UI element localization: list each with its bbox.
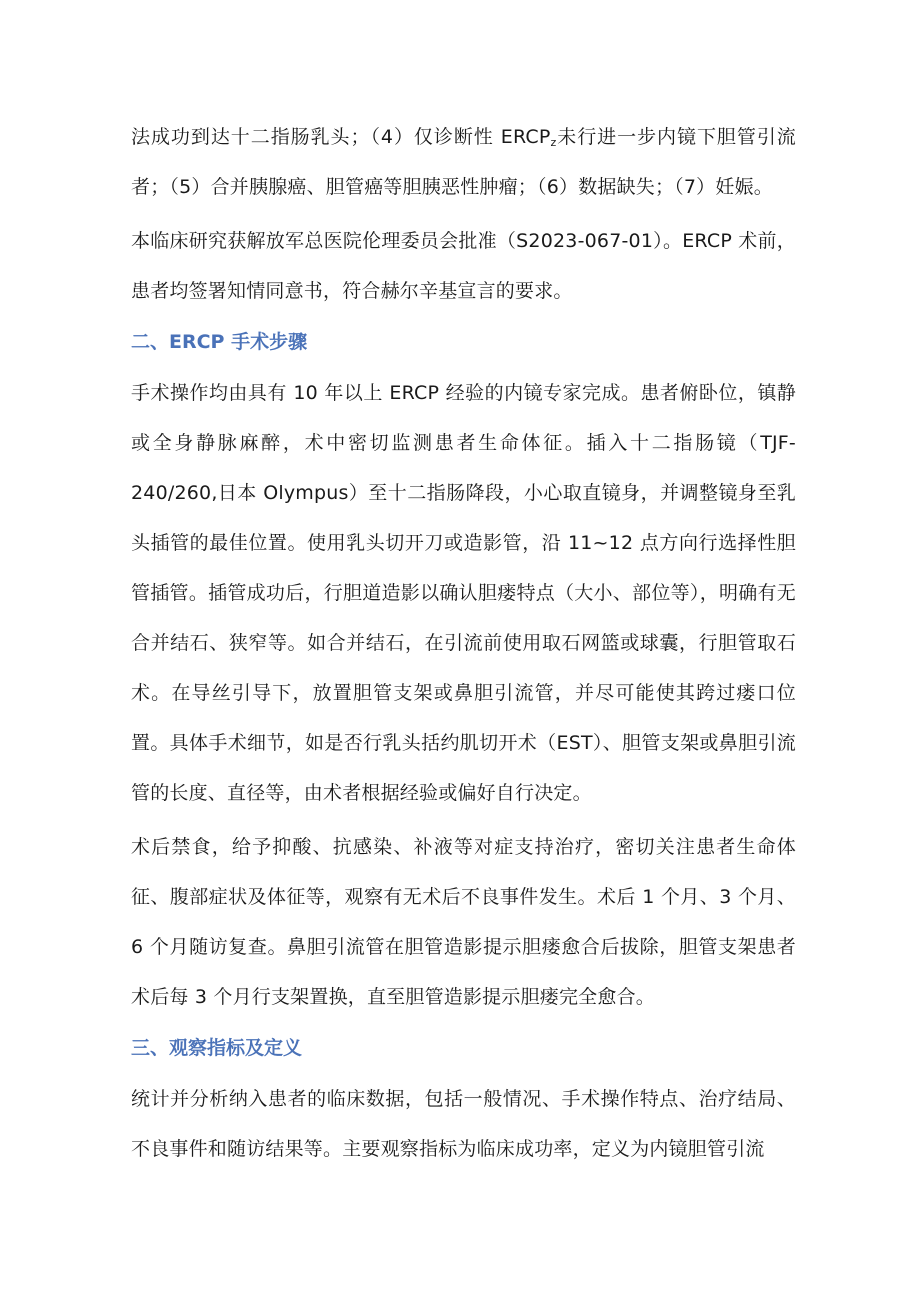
paragraph-text: 法成功到达十二指肠乳头；（4）仅诊断性 ERCP <box>131 126 551 148</box>
document-page <box>131 112 796 1174</box>
section-heading-ercp-steps: 二、ERCP 手术步骤 <box>131 331 308 353</box>
paragraph-text-cont: 未行进一步内镜下胆管引流者；（5）合并胰腺癌、胆管癌等胆胰恶性肿瘤；（6）数据缺失；（7）妊娠。 <box>131 126 796 198</box>
paragraph-exclusion-criteria <box>131 112 796 212</box>
paragraph-procedure: 手术操作均由具有 10 年以上 ERCP 经验的内镜专家完成。患者俯卧位，镇静或全身静脉麻醉，术中密切监测患者生命体征。插入十二指肠镜（TJF-240/260,日本 Olympus）至十二指肠降段，小心取直镜身，并调整镜身至乳头插管的最佳位置。使用乳头切开刀或造影管，沿 11~12 点方向行选择性胆管插管。插管成功后，行胆道造影以确认胆瘘特点（大小、部位等），明确有无合并结石、狭窄等。如合并结石，在引流前使用取石网篮或球囊，行胆管取石术。在导丝引导下，放置胆管支架或鼻胆引流管，并尽可能使其跨过瘘口位置。具体手术细节，如是否行乳头括约肌切开术（EST）、胆管支架或鼻胆引流管的长度、直径等，由术者根据经验或偏好自行决定。 <box>131 382 796 804</box>
subscript-z: z <box>550 136 557 149</box>
section-heading-observation-indicators: 三、观察指标及定义 <box>131 1037 303 1059</box>
paragraph-postoperative: 术后禁食，给予抑酸、抗感染、补液等对症支持治疗，密切关注患者生命体征、腹部症状及体征等，观察有无术后不良事件发生。术后 1 个月、3 个月、6 个月随访复查。鼻胆引流管在胆管造影提示胆瘘愈合后拔除，胆管支架患者术后每 3 个月行支架置换，直至胆管造影提示胆瘘完全愈合。 <box>131 836 796 1008</box>
paragraph-ethics-approval: 本临床研究获解放军总医院伦理委员会批准（S2023-067-01）。ERCP 术前，患者均签署知情同意书，符合赫尔辛基宣言的要求。 <box>131 230 796 302</box>
paragraph-observation: 统计并分析纳入患者的临床数据，包括一般情况、手术操作特点、治疗结局、不良事件和随访结果等。主要观察指标为临床成功率，定义为内镜胆管引流 <box>131 1088 796 1160</box>
